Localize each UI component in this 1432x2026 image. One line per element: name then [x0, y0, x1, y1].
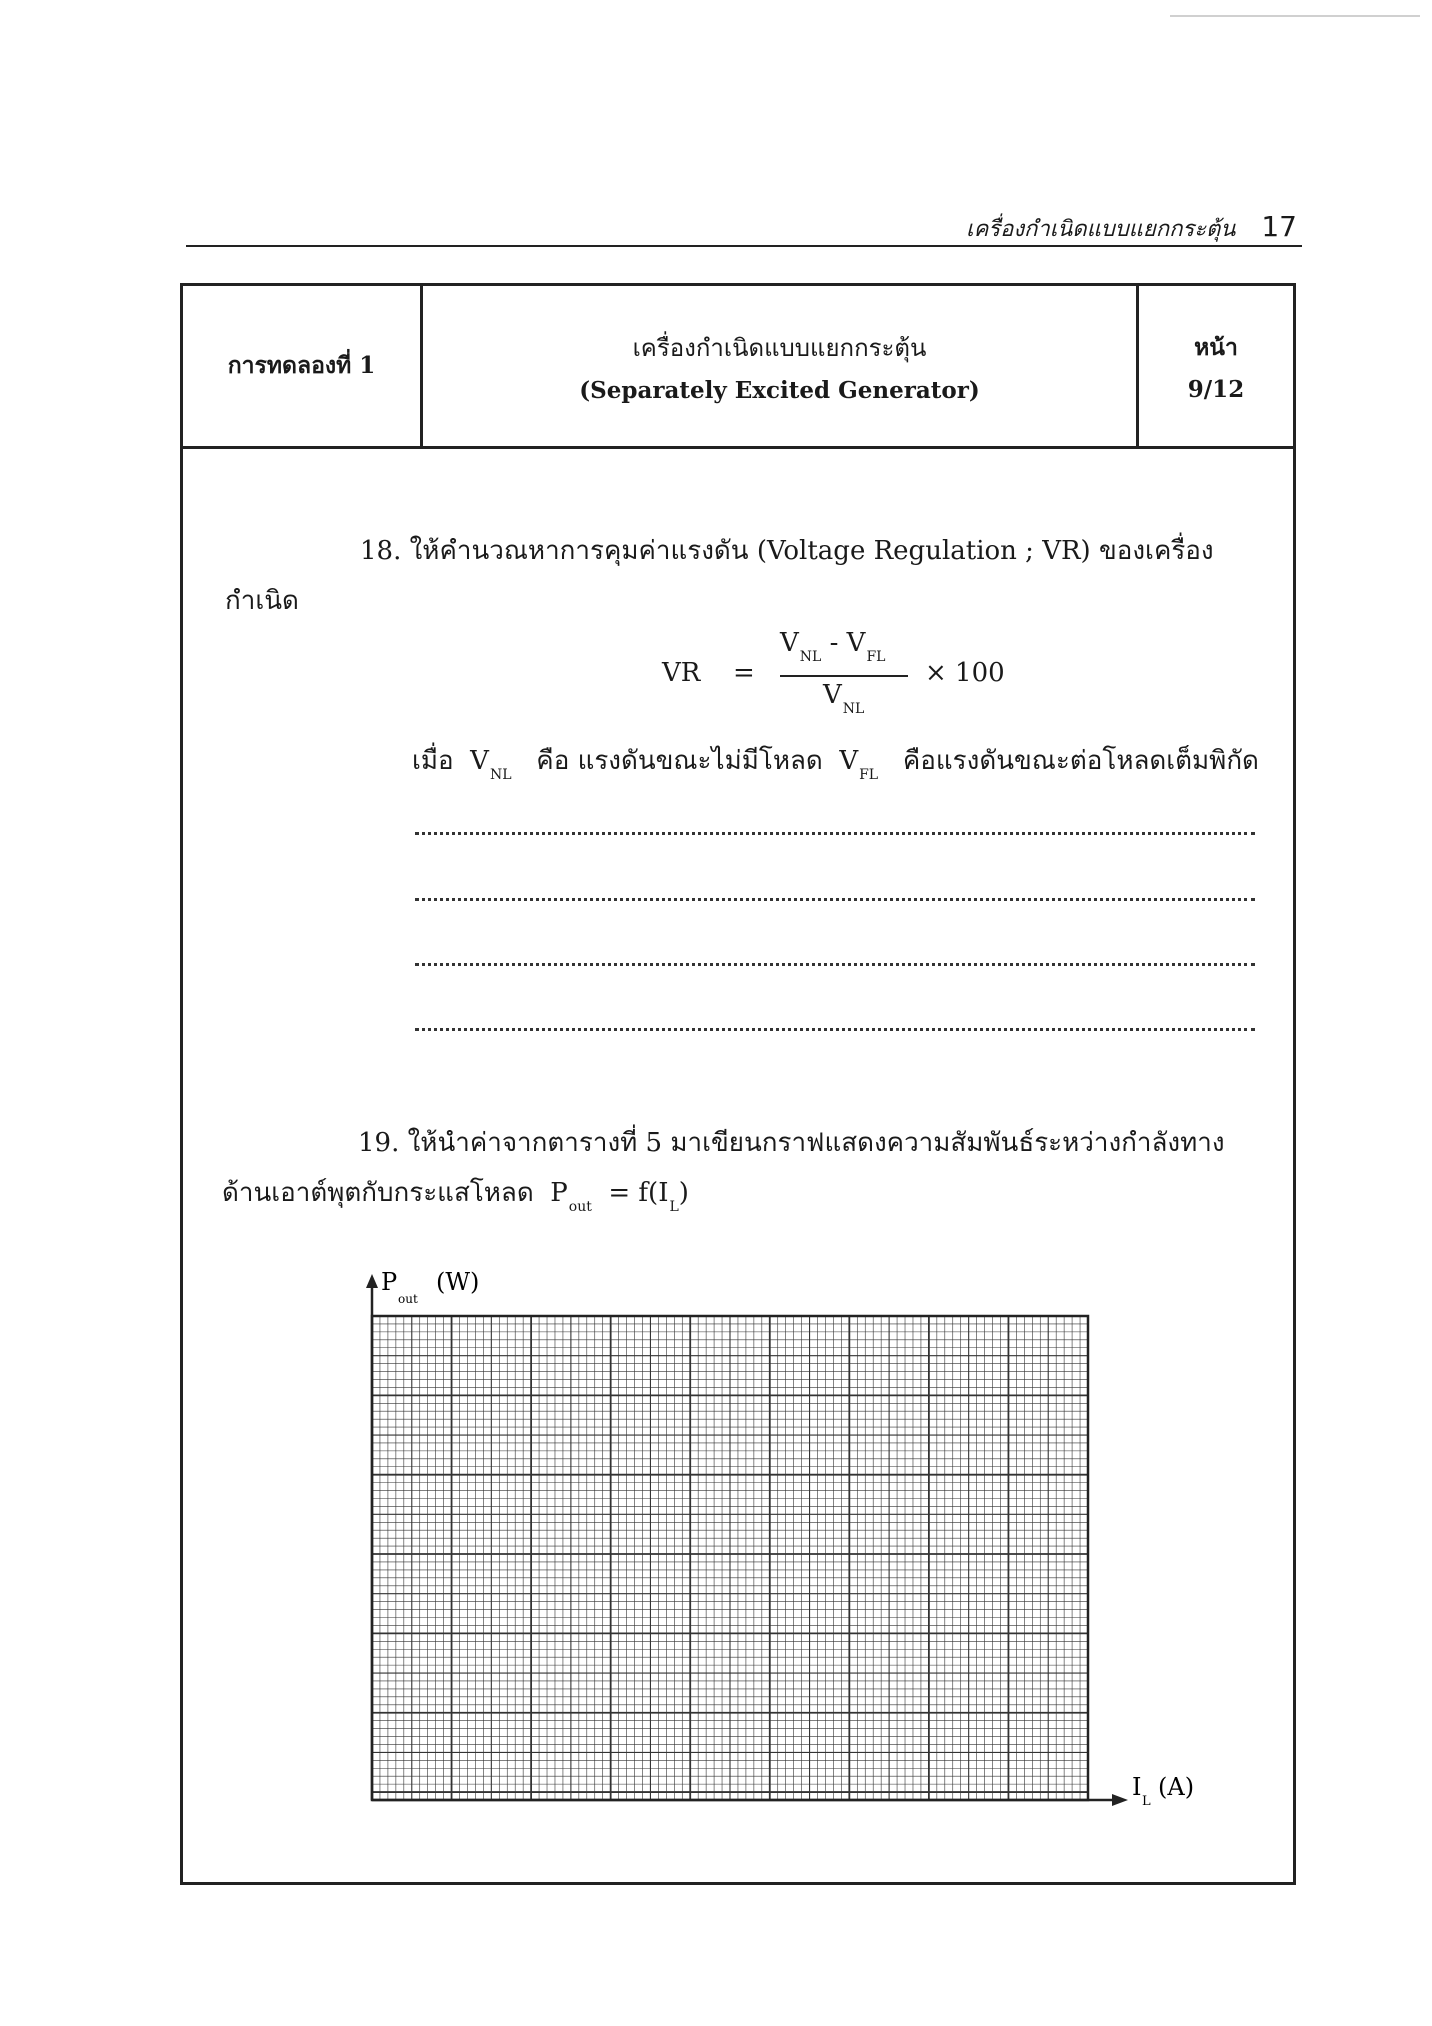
grid-lines	[372, 1316, 1088, 1800]
title-english: (Separately Excited Generator)	[579, 377, 980, 404]
numerator-v-nl: V	[780, 628, 799, 658]
page-number: 17	[1261, 210, 1297, 243]
q19-p-sub: out	[568, 1199, 592, 1215]
denominator-v: V	[823, 680, 842, 710]
q19-line2-text: ด้านเอาต์พุตกับกระแสโหลด	[222, 1178, 534, 1208]
numerator-v-nl-sub: NL	[799, 649, 822, 665]
title-thai: เครื่องกำเนิดแบบแยกกระตุ้น	[632, 334, 927, 362]
q19-p: P	[550, 1178, 568, 1208]
q19-equals-f: = f(I	[608, 1178, 669, 1208]
def-v1-desc: คือ แรงดันขณะไม่มีโหลด	[536, 746, 823, 776]
x-axis-arrow-icon	[1112, 1794, 1128, 1806]
def-v2: V	[839, 746, 859, 776]
x-axis-unit: (A)	[1158, 1773, 1195, 1801]
def-v1-sub: NL	[489, 767, 512, 783]
y-axis-label: P	[381, 1268, 398, 1296]
q18-line1: 18. ให้คำนวณหาการคุมค่าแรงดัน (Voltage Regulation ; VR) ของเครื่อง	[360, 536, 1214, 566]
x-axis-label-sub: L	[1142, 1794, 1151, 1809]
y-axis-unit: (W)	[436, 1268, 480, 1296]
numerator-minus: -	[829, 628, 839, 658]
y-axis-arrow-icon	[366, 1274, 378, 1288]
page-value: 9/12	[1187, 375, 1245, 403]
numerator-v-fl-sub: FL	[866, 649, 886, 665]
page-label: หน้า	[1194, 333, 1238, 361]
def-v2-desc: คือแรงดันขณะต่อโหลดเต็มพิกัด	[902, 746, 1259, 776]
x-axis-label: I	[1132, 1773, 1142, 1801]
q19-i-sub: L	[669, 1199, 679, 1215]
numerator-v-fl: V	[846, 628, 866, 658]
def-v1: V	[470, 746, 489, 776]
y-axis-label-sub: out	[398, 1292, 418, 1306]
denominator-sub: NL	[842, 701, 865, 717]
def-v2-sub: FL	[859, 767, 879, 783]
lab-number: การทดลองที่ 1	[227, 352, 376, 379]
running-header-title: เครื่องกำเนิดแบบแยกกระตุ้น	[966, 217, 1236, 242]
q18-line2: กำเนิด	[225, 586, 299, 616]
formula-equals: =	[733, 658, 755, 688]
q19-close-paren: )	[678, 1178, 689, 1208]
def-prefix: เมื่อ	[412, 746, 454, 776]
formula-lhs: VR	[662, 658, 701, 688]
q19-line1: 19. ให้นำค่าจากตารางที่ 5 มาเขียนกราฟแสดงความสัมพันธ์ระหว่างกำลังทาง	[358, 1128, 1225, 1158]
formula-times-100: × 100	[925, 658, 1005, 688]
